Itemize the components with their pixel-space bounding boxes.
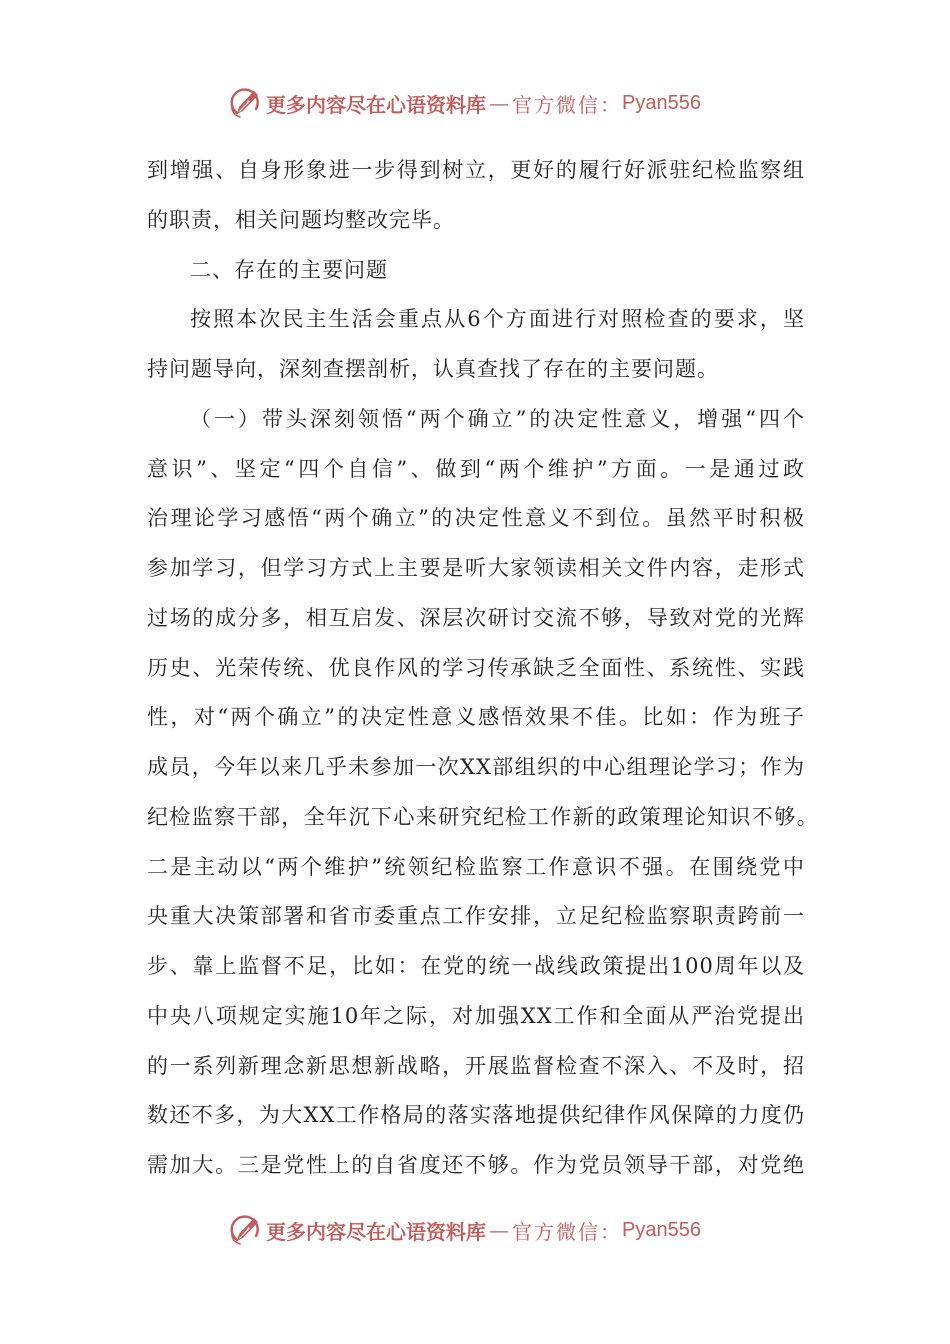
paragraph-line: 意识”、坚定“四个自信”、做到“两个维护”方面。一是通过政 [147, 456, 805, 481]
separator-dash: — [489, 91, 509, 115]
heading-line: 二、存在的主要问题 [190, 257, 388, 282]
site-name: 更多内容尽在心语资料库 [266, 92, 486, 117]
header-watermark [228, 86, 701, 120]
paragraph [147, 146, 847, 246]
site-name: 更多内容尽在心语资料库 [266, 1219, 486, 1244]
paragraph-line: 到增强、自身形象进一步得到树立，更好的履行好派驻纪检监察组 [147, 158, 805, 182]
paragraph [147, 295, 847, 395]
pen-logo-icon [228, 86, 262, 120]
paragraph-line: 成员，今年以来几乎未参加一次XX部组织的中心组理论学习；作为 [147, 755, 805, 779]
paragraph-line: 步、靠上监督不足，比如：在党的统一战线政策提出100周年以及 [147, 954, 805, 978]
paragraph-line: 按照本次民主生活会重点从6个方面进行对照检查的要求，坚 [190, 307, 805, 332]
section-heading [147, 246, 847, 296]
paragraph-line: 的职责，相关问题均整改完毕。 [147, 207, 455, 232]
wechat-label: 官方微信： [512, 1219, 622, 1244]
paragraph-line: 的一系列新理念新思想新战略，开展监督检查不深入、不及时，招 [147, 1053, 805, 1078]
paragraph [147, 395, 847, 1191]
wechat-label: 官方微信： [512, 92, 622, 117]
pen-logo-icon [228, 1213, 262, 1247]
document-body [147, 146, 847, 1191]
paragraph-line: 治理论学习感悟“两个确立”的决定性意义不到位。虽然平时积极 [147, 506, 805, 531]
separator-dash: — [489, 1218, 509, 1242]
paragraph-line: 持问题导向，深刻查摆剖析，认真查找了存在的主要问题。 [147, 357, 719, 381]
paragraph-line: 参加学习，但学习方式上主要是听大家领读相关文件内容，走形式 [147, 556, 805, 580]
wechat-id: Pyan556 [622, 91, 701, 114]
paragraph-line: （一）带头深刻领悟“两个确立”的决定性意义，增强“四个 [190, 406, 805, 431]
wechat-id: Pyan556 [622, 1218, 701, 1241]
paragraph-line: 央重大决策部署和省市委重点工作安排，立足纪检监察职责跨前一 [147, 904, 805, 929]
paragraph-line: 二是主动以“两个维护”统领纪检监察工作意识不强。在围绕党中 [147, 854, 805, 879]
paragraph-line: 中央八项规定实施10年之际，对加强XX工作和全面从严治党提出 [147, 1003, 805, 1028]
paragraph-line: 需加大。三是党性上的自省度还不够。作为党员领导干部，对党绝 [147, 1153, 805, 1177]
paragraph-line: 性，对“两个确立”的决定性意义感悟效果不佳。比如：作为班子 [147, 705, 805, 730]
paragraph-line: 纪检监察干部，全年沉下心来研究纪检工作新的政策理论知识不够。 [147, 804, 819, 829]
paragraph-line: 数还不多，为大XX工作格局的落实落地提供纪律作风保障的力度仍 [147, 1103, 805, 1128]
footer-watermark [228, 1213, 701, 1247]
paragraph-line: 过场的成分多，相互启发、深层次研讨交流不够，导致对党的光辉 [147, 605, 805, 630]
paragraph-line: 历史、光荣传统、优良作风的学习传承缺乏全面性、系统性、实践 [147, 655, 805, 680]
